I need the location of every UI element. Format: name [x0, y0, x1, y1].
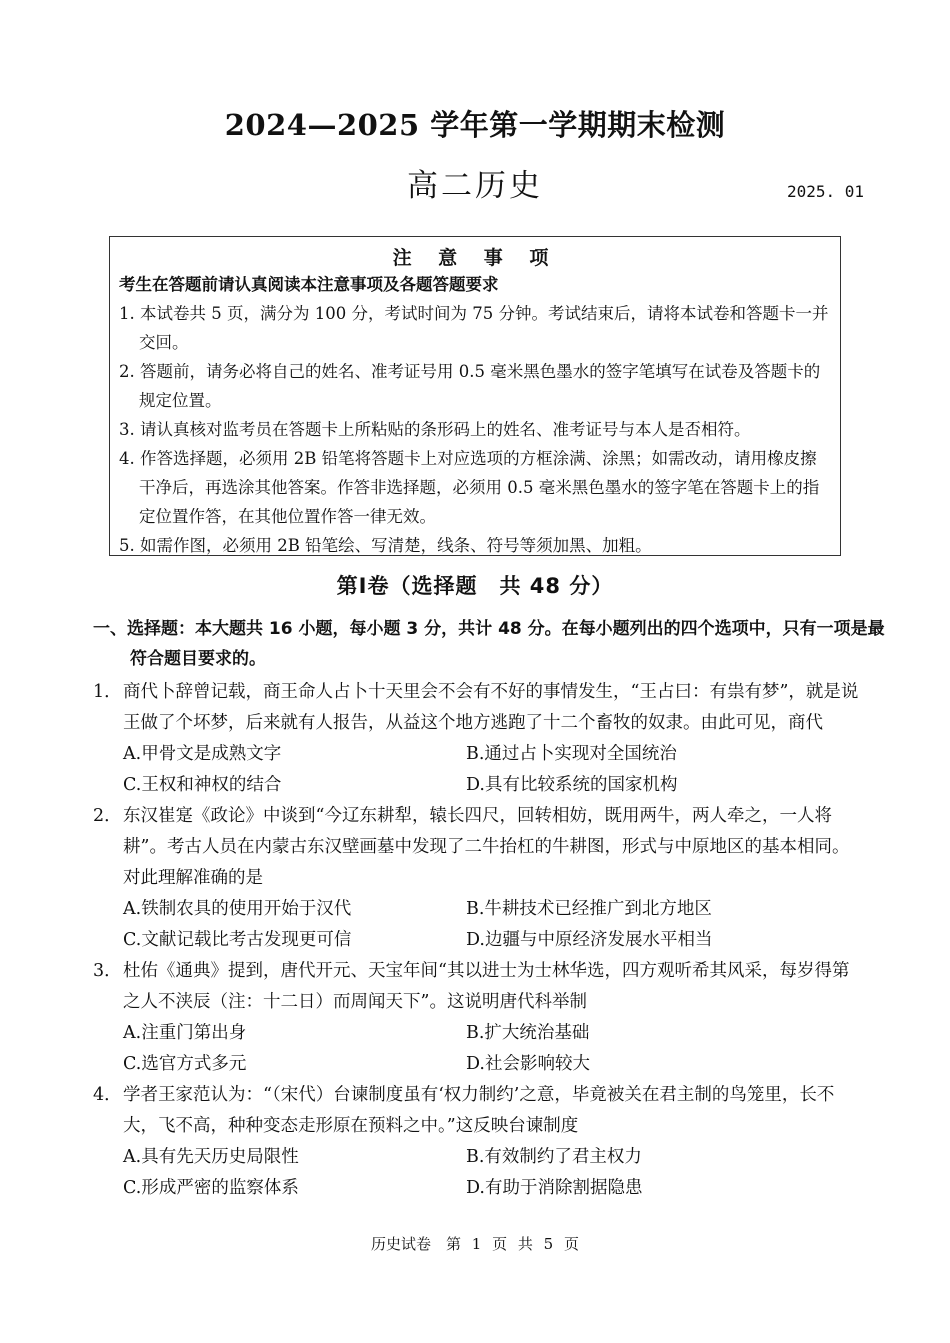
part-title: 第Ⅰ卷（选择题 共 48 分） — [336, 574, 614, 598]
question-text: 东汉崔寔《政论》中谈到“今辽东耕犁，辕长四尺，回转相妨，既用两牛，两人牵之，一人将耕”。考古人员在内蒙古东汉壁画墓中发现了二牛抬杠的牛耕图，形式与中原地区的基本相同。对此理解准确的是 — [123, 806, 850, 888]
option-b: B.有效制约了君主权力 — [466, 1147, 642, 1167]
question-number: 3． — [93, 961, 122, 981]
exam-title: 2024—2025 学年第一学期期末检测 — [224, 108, 726, 142]
question-number: 4． — [93, 1085, 122, 1105]
question-stem — [93, 1080, 863, 1142]
option-a: A.铁制农具的使用开始于汉代 — [123, 899, 352, 919]
option-a: A.甲骨文是成熟文字 — [123, 744, 282, 764]
option-grid — [93, 739, 863, 801]
option-c: C.文献记载比考古发现更可信 — [123, 930, 352, 950]
option-d: D.社会影响较大 — [466, 1054, 590, 1074]
option-grid — [93, 1142, 863, 1204]
exam-date: 2025. 01 — [787, 182, 865, 201]
exam-subject: 高二历史 — [407, 168, 543, 204]
option-a: A.具有先天历史局限性 — [123, 1147, 299, 1167]
section-heading: 一、选择题：本大题共 16 小题，每小题 3 分，共计 48 分。在每小题列出的四个选项中，只有一项是最符合题目要求的。 — [93, 619, 885, 669]
question-2 — [93, 801, 863, 956]
option-b: B.扩大统治基础 — [466, 1023, 590, 1043]
notice-item: 4. 作答选择题，必须用 2B 铅笔将答题卡上对应选项的方框涂满、涂黑；如需改动，请用橡皮擦干净后，再选涂其他答案。作答非选择题，必须用 0.5 毫米黑色墨水的签字笔在答题卡上的指定位置作答，在其他位置作答一律无效。 — [119, 449, 820, 526]
page-footer: 历史试卷 第 1 页 共 5 页 — [371, 1235, 579, 1253]
question-list — [93, 677, 863, 1204]
notice-intro: 考生在答题前请认真阅读本注意事项及各题答题要求 — [119, 275, 499, 294]
question-stem — [93, 956, 863, 1018]
notice-item: 1. 本试卷共 5 页，满分为 100 分，考试时间为 75 分钟。考试结束后，请将本试卷和答题卡一并交回。 — [119, 304, 829, 352]
option-b: B.牛耕技术已经推广到北方地区 — [466, 899, 712, 919]
option-c: C.王权和神权的结合 — [123, 775, 282, 795]
question-1 — [93, 677, 863, 801]
option-d: D.具有比较系统的国家机构 — [466, 775, 678, 795]
option-c: C.选官方式多元 — [123, 1054, 247, 1074]
notice-item: 5. 如需作图，必须用 2B 铅笔绘、写清楚，线条、符号等须加黑、加粗。 — [119, 536, 652, 555]
option-grid — [93, 1018, 863, 1080]
notice-box — [109, 236, 841, 556]
question-4 — [93, 1080, 863, 1204]
notice-item: 2. 答题前，请务必将自己的姓名、准考证号用 0.5 毫米黑色墨水的签字笔填写在试卷及答题卡的规定位置。 — [119, 362, 821, 410]
question-number: 2． — [93, 806, 122, 826]
question-text: 杜佑《通典》提到，唐代开元、天宝年间“其以进士为士林华选，四方观听希其风采，每岁得第之人不浃辰（注：十二日）而周闻天下”。这说明唐代科举制 — [123, 961, 850, 1012]
notice-item: 3. 请认真核对监考员在答题卡上所粘贴的条形码上的姓名、准考证号与本人是否相符。 — [119, 420, 751, 439]
question-text: 商代卜辞曾记载，商王命人占卜十天里会不会有不好的事情发生，“王占曰：有祟有梦”，就是说王做了个坏梦，后来就有人报告，从益这个地方逃跑了十二个畜牧的奴隶。由此可见，商代 — [123, 682, 859, 733]
option-c: C.形成严密的监察体系 — [123, 1178, 299, 1198]
question-stem — [93, 677, 863, 739]
question-stem — [93, 801, 863, 894]
notice-title: 注 意 事 项 — [392, 247, 559, 269]
question-number: 1． — [93, 682, 122, 702]
option-d: D.有助于消除割据隐患 — [466, 1178, 643, 1198]
question-text: 学者王家范认为：“（宋代）台谏制度虽有‘权力制约’之意，毕竟被关在君主制的鸟笼里，长不大，飞不高，种种变态走形原在预料之中。”这反映台谏制度 — [123, 1085, 835, 1136]
question-3 — [93, 956, 863, 1080]
option-a: A.注重门第出身 — [123, 1023, 247, 1043]
option-d: D.边疆与中原经济发展水平相当 — [466, 930, 713, 950]
option-grid — [93, 894, 863, 956]
option-b: B.通过占卜实现对全国统治 — [466, 744, 677, 764]
